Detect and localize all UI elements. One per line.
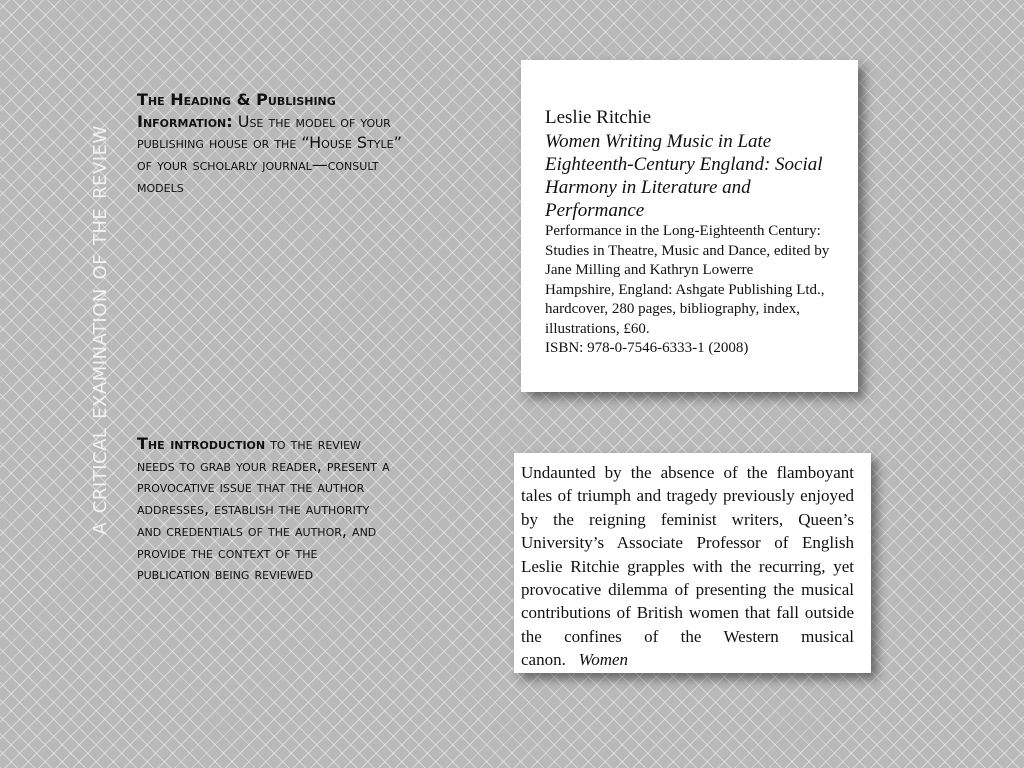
heading-example-card [521, 60, 858, 392]
slide-vertical-title: a critical examination of the review [83, 125, 113, 535]
book-publisher: Hampshire, England: Ashgate Publishing Ltd., hardcover, 280 pages, bibliography, index, illustrations, £60. [545, 281, 825, 337]
introduction-body: to the review needs to grab your reader, present a provocative issue that the author addresses, establish the authority and credentials of the author, and provide the context of the publication being reviewed [137, 434, 390, 584]
heading-info-lead: The Heading & Publishing Information: [137, 90, 336, 131]
book-author: Leslie Ritchie [545, 107, 652, 128]
intro-paragraph: Undaunted by the absence of the flamboyant tales of triumph and tragedy previously enjoyed by the reigning feminist writers, Queen’s University’s Associate Professor of English Leslie Ritchie grapples with the recurring, yet provocative dilemma of presenting the musical contributions of British women that fall outside the confines of the Western musical canon. [521, 463, 854, 670]
introduction-lead: The introduction [137, 434, 266, 453]
heading-info-text [137, 89, 402, 198]
introduction-example-text [521, 461, 854, 672]
introduction-example-card [514, 453, 871, 673]
book-isbn: ISBN: 978-0-7546-6333-1 (2008) [545, 340, 749, 356]
book-title: Women Writing Music in Late Eighteenth-Century England: Social Harmony in Literature and Performance [545, 131, 823, 221]
intro-trailing-word: Women [578, 650, 629, 670]
introduction-text [137, 433, 392, 585]
book-series: Performance in the Long-Eighteenth Century: Studies in Theatre, Music and Dance, edited by Jane Milling and Kathryn Lowerre [545, 223, 830, 278]
heading-info-body: Use the model of your publishing house or the “House Style” of your scholarly journal—consult models [137, 111, 402, 196]
